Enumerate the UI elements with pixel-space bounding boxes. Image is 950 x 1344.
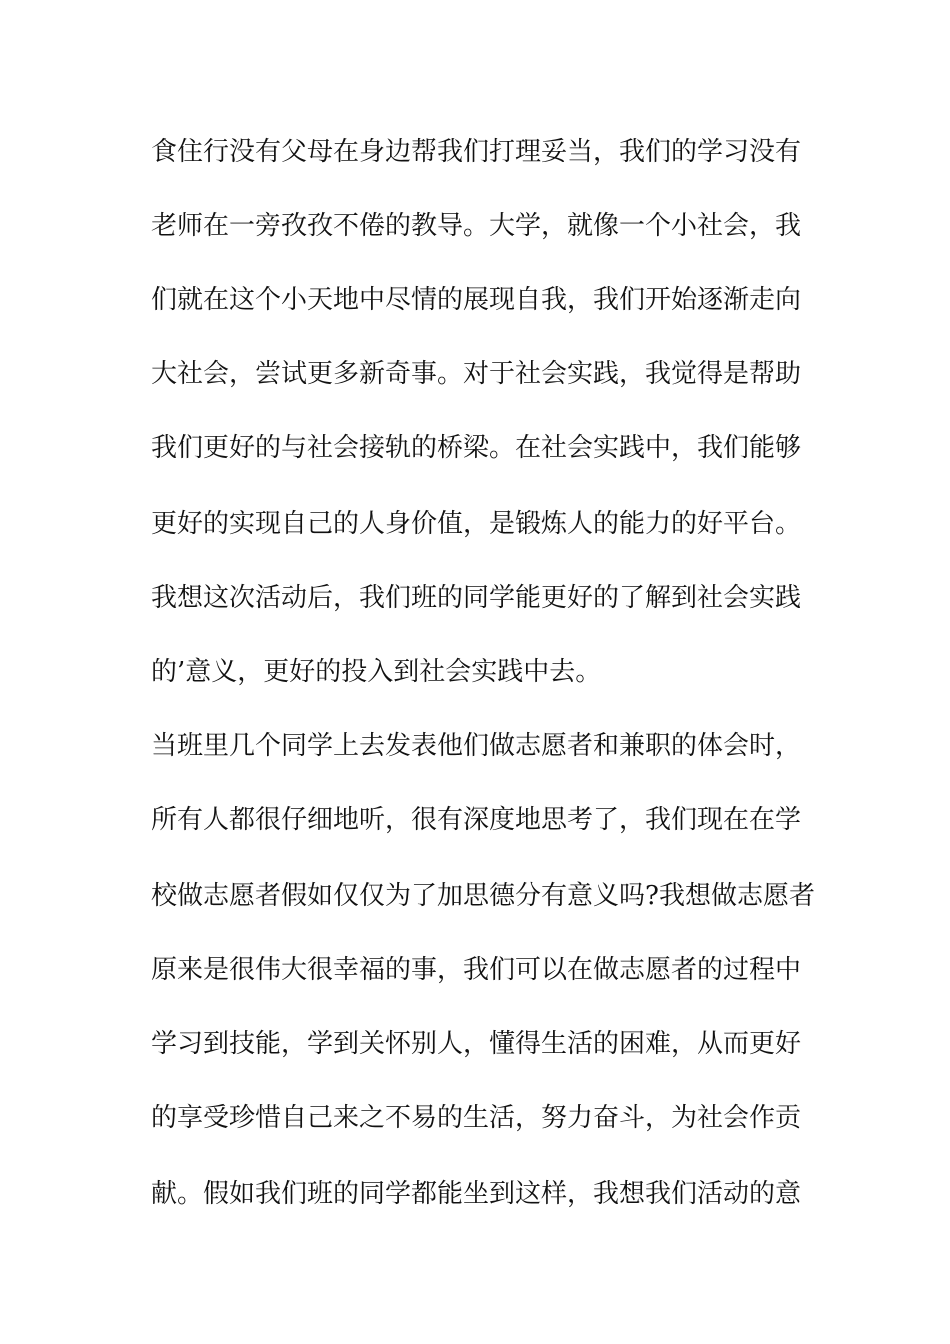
- text-line: 当班里几个同学上去发表他们做志愿者和兼职的体会时，: [151, 731, 802, 761]
- text-line: 所有人都很仔细地听，很有深度地思考了，我们现在在学: [151, 805, 802, 835]
- text-line: 大社会，尝试更多新奇事。对于社会实践，我觉得是帮助: [151, 359, 802, 389]
- text-line: 献。假如我们班的同学都能坐到这样，我想我们活动的意: [151, 1179, 802, 1209]
- text-line: 我们更好的与社会接轨的桥梁。在社会实践中，我们能够: [151, 433, 802, 463]
- text-line: 的享受珍惜自己来之不易的生活，努力奋斗，为社会作贡: [151, 1103, 802, 1133]
- text-line: 食住行没有父母在身边帮我们打理妥当，我们的学习没有: [151, 137, 802, 167]
- text-line: 学习到技能，学到关怀别人，懂得生活的困难，从而更好: [151, 1029, 802, 1059]
- text-line: 老师在一旁孜孜不倦的教导。大学，就像一个小社会，我: [151, 211, 802, 241]
- text-line: 们就在这个小天地中尽情的展现自我，我们开始逐渐走向: [151, 285, 802, 315]
- text-line: 的’意义，更好的投入到社会实践中去。: [151, 657, 602, 687]
- text-line: 校做志愿者假如仅仅为了加思德分有意义吗?我想做志愿者: [151, 881, 815, 911]
- text-line: 我想这次活动后，我们班的同学能更好的了解到社会实践: [151, 583, 802, 613]
- text-line: 更好的实现自己的人身价值，是锻炼人的能力的好平台。: [151, 509, 802, 539]
- text-line: 原来是很伟大很幸福的事，我们可以在做志愿者的过程中: [151, 955, 802, 985]
